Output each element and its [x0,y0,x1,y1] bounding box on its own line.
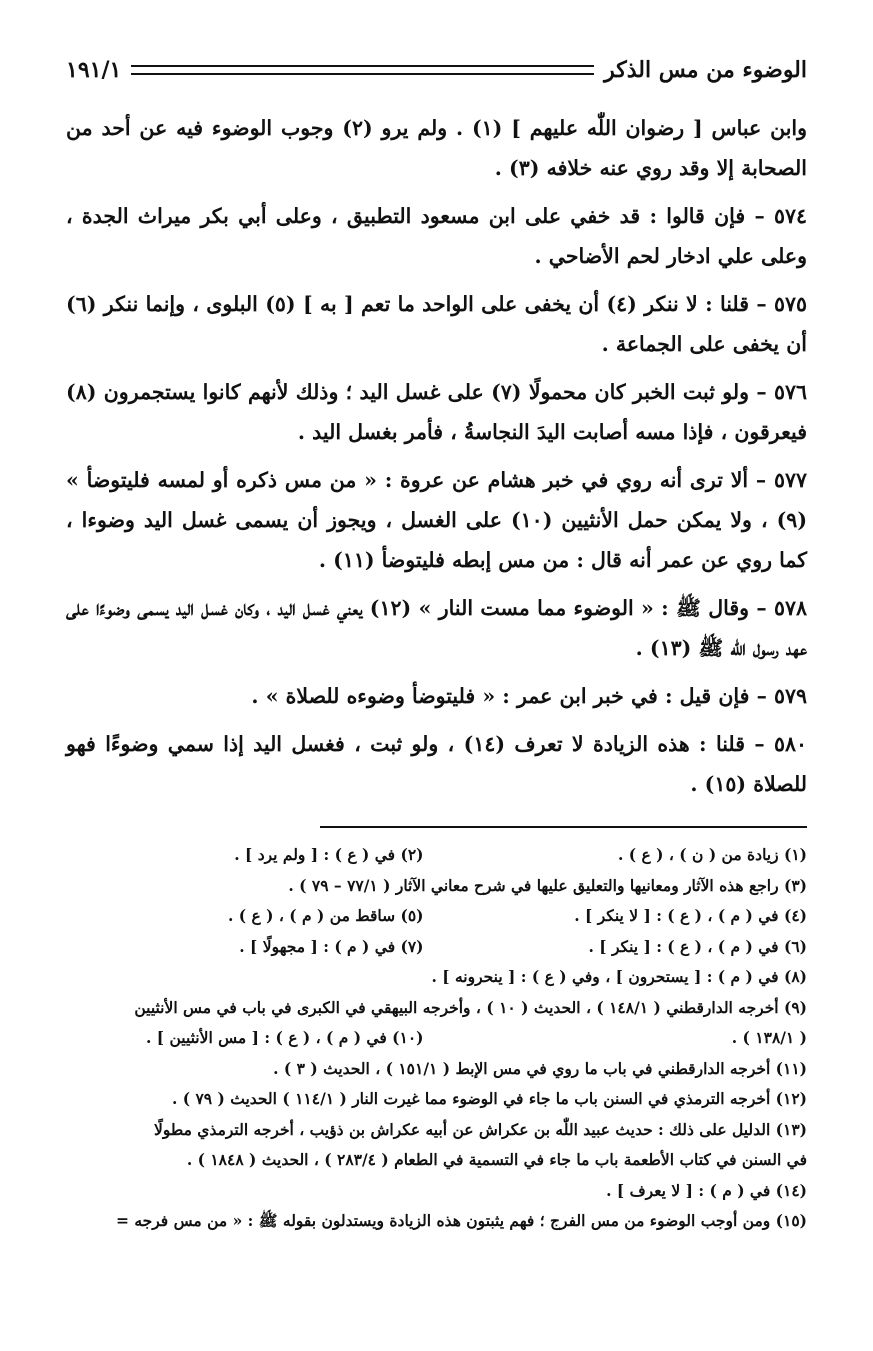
paragraph-578: ٥٧٨ – وقال ﷺ : « الوضوء مما مست النار » (١٢) يعني غسل اليد ، وكان غسل اليد يسمى وضوءًا على عهد رسول اللّٰه ﷺ (١٣) . [66,596,808,660]
paragraph-575: ٥٧٥ – قلنا : لا ننكر (٤) أن يخفى على الواحد ما تعم [ به ] (٥) البلوى ، وإنما ننكر (٦) أن يخفى على الجماعة . [66,292,807,356]
footnote-15: (١٥) ومن أوجب الوضوء من مس الفرج ؛ فهم يثبتون هذه الزيادة ويستدلون بقوله ﷺ : « من مس فرجه = [115,1211,807,1230]
footnotes [40,840,807,1237]
footnote-11: (١١) أخرجه الدارقطني في باب ما روي في مس الإبط ( ١٥١/١ ) ، الحديث ( ٣ ) . [273,1058,807,1078]
footnote-12: (١٢) أخرجه الترمذي في السنن باب ما جاء في الوضوء مما غيرت النار ( ١١٤/١ ) الحديث ( ٧٩ ) . [171,1089,807,1108]
paragraph-574: ٥٧٤ – فإن قالوا : قد خفي على ابن مسعود التطبيق ، وعلى أبي بكر ميراث الجدة ، وعلى علي ادخار لحم الأضاحي . [66,204,807,268]
footnote-7: (٧) في ( م ) : [ مجهولًا ] . [239,936,424,956]
footnote-13: (١٣) الدليل على ذلك : حديث عبيد اللّٰه بن عكراش عن أبيه عكراش بن ذؤيب ، أخرجه الترمذي مطولًا [154,1119,807,1139]
chapter-title: الوضوء من مس الذكر [604,57,807,83]
footnote-3: (٣) راجع هذه الآثار ومعانيها والتعليق عليها في شرح معاني الآثار ( ٧٧/١ – ٧٩ ) . [288,875,807,895]
footnote-10: (١٠) في ( م ) ، ( ع ) : [ مس الأنثيين ] . [145,1028,424,1047]
footnote-8: (٨) في ( م ) : [ يستحرون ] ، وفي ( ع ) : [ ينحرونه ] . [431,967,807,986]
header-double-rule [131,65,594,75]
footnote-9: (٩) أخرجه الدارقطني ( ١٤٨/١ ) ، الحديث ( ١٠ ) ، وأخرجه البيهقي في الكبرى في باب في مس الأنثيين [134,997,807,1017]
page-header [66,50,807,90]
paragraph-580: ٥٨٠ – قلنا : هذه الزيادة لا تعرف (١٤) ، ولو ثبت ، فغسل اليد إذا سمي وضوءًا فهو للصلاة (١٥) . [66,732,807,796]
page-number: ١٩١/١ [66,57,122,83]
footnote-4: (٤) في ( م ) ، ( ع ) : [ لا ينكر ] . [574,906,807,925]
paragraph: وابن عباس [ رضوان اللّٰه عليهم ] (١) . ولم يرو (٢) وجوب الوضوء فيه عن أحد من الصحابة إلا وقد روي عنه خلافه (٣) . [66,116,807,180]
footnote-separator [320,826,807,828]
footnote-row [40,1023,807,1054]
paragraph-579: ٥٧٩ – فإن قيل : في خبر ابن عمر : « فليتوضأ وضوءه للصلاة » . [251,684,807,708]
footnote-row [40,901,807,932]
paragraph-577: ٥٧٧ – ألا ترى أنه روي في خبر هشام عن عروة : « من مس ذكره أو لمسه فليتوضأ » (٩) ، ولا يمكن حمل الأنثيين (١٠) على الغسل ، ويجوز أن يسمى غسل اليد وضوءا ، كما روي عن عمر أنه قال : من مس إبطه فليتوضأ (١١) . [66,468,808,572]
main-text [66,108,807,812]
footnote-row [40,840,807,871]
footnote-5: (٥) ساقط من ( م ) ، ( ع ) . [228,906,424,925]
footnote-1: (١) زيادة من ( ن ) ، ( ع ) . [618,845,807,864]
footnote-14: (١٤) في ( م ) : [ لا يعرف ] . [606,1180,807,1200]
footnote-13-continuation: في السنن في كتاب الأطعمة باب ما جاء في التسمية في الطعام ( ٢٨٣/٤ ) ، الحديث ( ١٨٤٨ ) . [186,1150,807,1169]
footnote-row [40,932,807,963]
footnote-9-continuation: ( ١٣٨/١ ) . [731,1028,807,1047]
paragraph-576: ٥٧٦ – ولو ثبت الخبر كان محمولًا (٧) على غسل اليد ؛ وذلك لأنهم كانوا يستجمرون (٨) فيعرقون ، فإذا مسه أصابت اليدَ النجاسةُ ، فأمر بغسل اليد . [66,380,807,444]
footnote-6: (٦) في ( م ) ، ( ع ) : [ ينكر ] . [588,936,807,956]
footnote-2: (٢) في ( ع ) : [ ولم يرد ] . [234,845,424,864]
